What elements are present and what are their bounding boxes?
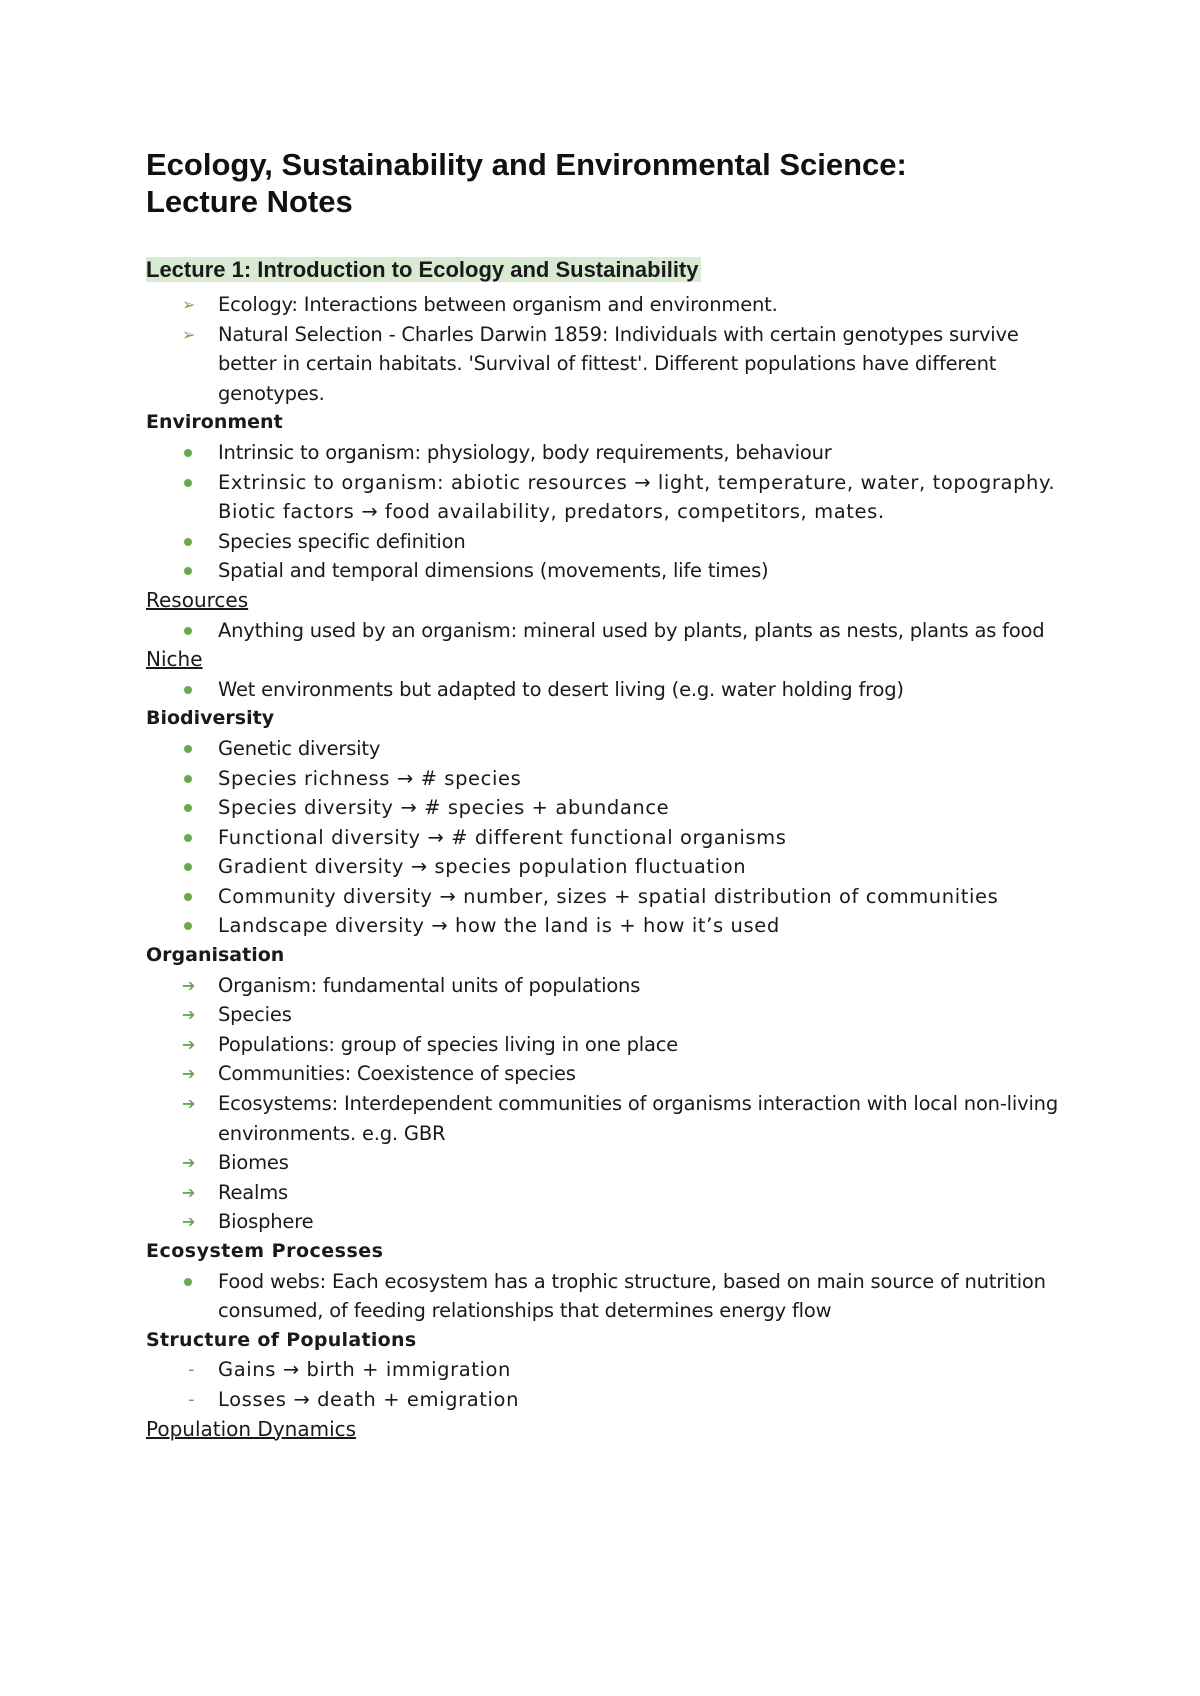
document-title — [146, 146, 1066, 220]
section-heading-biodiversity: Biodiversity — [146, 707, 275, 730]
section-heading-ecosystem-processes: Ecosystem Processes — [146, 1240, 384, 1262]
arrow-bullet-icon: ➔ — [182, 1182, 196, 1202]
list-item: - Losses → death + emigration — [146, 1385, 1066, 1415]
document-title-line-2: Lecture Notes — [146, 184, 353, 219]
organisation-list — [146, 971, 1066, 1237]
list-item: Functional diversity → # different functional organisms — [146, 823, 1066, 853]
section-heading-niche: Niche — [146, 647, 203, 672]
bullet-dot-icon — [184, 538, 192, 546]
list-item: Landscape diversity → how the land is + how it’s used — [146, 911, 1066, 941]
list-item: ➔ Species — [146, 1000, 1066, 1030]
bullet-dot-icon — [184, 863, 192, 871]
list-item: ➔ Biomes — [146, 1148, 1066, 1178]
list-item: Food webs: Each ecosystem has a trophic structure, based on main source of nutrition consumed, of feeding relationships that determines energy flow — [146, 1267, 1066, 1326]
arrow-bullet-icon: ➔ — [182, 1064, 196, 1084]
resources-list — [146, 616, 1066, 646]
list-item: Spatial and temporal dimensions (movements, life times) — [146, 556, 1066, 586]
section-heading-organisation: Organisation — [146, 944, 285, 967]
list-item: Intrinsic to organism: physiology, body requirements, behaviour — [146, 438, 1066, 468]
list-item: ➔ Biosphere — [146, 1207, 1066, 1237]
list-item: ➔ Communities: Coexistence of species — [146, 1059, 1066, 1089]
list-item: ➔ Realms — [146, 1178, 1066, 1208]
intro-list — [146, 290, 1066, 408]
list-item: ➔ Organism: fundamental units of populations — [146, 971, 1066, 1001]
lecture-heading — [146, 255, 1066, 285]
document-title-line-1: Ecology, Sustainability and Environmental Science: — [146, 147, 907, 182]
biodiversity-list — [146, 734, 1066, 941]
bullet-dot-icon — [184, 922, 192, 930]
list-item: ➢ Ecology: Interactions between organism and environment. — [146, 290, 1066, 320]
list-item: ➔ Populations: group of species living in one place — [146, 1030, 1066, 1060]
bullet-dot-icon — [184, 745, 192, 753]
arrow-bullet-icon: ➔ — [182, 975, 196, 995]
list-item: ➔ Ecosystems: Interdependent communities of organisms interaction with local non-living environments. e.g. GBR — [146, 1089, 1066, 1148]
list-item: Anything used by an organism: mineral used by plants, plants as nests, plants as food — [146, 616, 1066, 646]
arrow-bullet-icon: ➔ — [182, 1005, 196, 1025]
bullet-dot-icon — [184, 893, 192, 901]
ecosystem-processes-list — [146, 1267, 1066, 1326]
dash-bullet-icon: - — [188, 1388, 196, 1410]
bullet-dot-icon — [184, 686, 192, 694]
list-item: ➢ Natural Selection - Charles Darwin 1859: Individuals with certain genotypes survive better in certain habitats. 'Survival of fittest'. Different populations have different genotypes. — [146, 320, 1066, 409]
environment-list — [146, 438, 1066, 586]
triangle-bullet-icon: ➢ — [182, 295, 196, 314]
arrow-bullet-icon: ➔ — [182, 1212, 196, 1232]
document-page — [146, 146, 1066, 1444]
bullet-dot-icon — [184, 567, 192, 575]
arrow-bullet-icon: ➔ — [182, 1034, 196, 1054]
list-item: Wet environments but adapted to desert living (e.g. water holding frog) — [146, 675, 1066, 705]
bullet-dot-icon — [184, 804, 192, 812]
list-item: Genetic diversity — [146, 734, 1066, 764]
section-heading-resources: Resources — [146, 587, 249, 612]
list-item: Extrinsic to organism: abiotic resources → light, temperature, water, topography. Biotic factors → food availability, predators, competitors, mates. — [146, 468, 1066, 527]
section-heading-structure-of-populations: Structure of Populations — [146, 1328, 417, 1351]
list-item: - Gains → birth + immigration — [146, 1355, 1066, 1385]
bullet-dot-icon — [184, 1278, 192, 1286]
list-item: Gradient diversity → species population fluctuation — [146, 852, 1066, 882]
arrow-bullet-icon: ➔ — [182, 1094, 196, 1114]
structure-of-populations-list — [146, 1355, 1066, 1414]
bullet-dot-icon — [184, 775, 192, 783]
section-heading-population-dynamics: Population Dynamics — [146, 1416, 357, 1441]
list-item: Species richness → # species — [146, 764, 1066, 794]
lecture-heading-text: Lecture 1: Introduction to Ecology and Sustainability — [146, 257, 699, 282]
bullet-dot-icon — [184, 449, 192, 457]
bullet-dot-icon — [184, 479, 192, 487]
triangle-bullet-icon: ➢ — [182, 324, 196, 344]
dash-bullet-icon: - — [188, 1359, 196, 1381]
bullet-dot-icon — [184, 834, 192, 842]
list-item: Community diversity → number, sizes + spatial distribution of communities — [146, 882, 1066, 912]
arrow-bullet-icon: ➔ — [182, 1153, 196, 1173]
bullet-dot-icon — [184, 627, 192, 635]
list-item: Species specific definition — [146, 527, 1066, 557]
niche-list — [146, 675, 1066, 705]
section-heading-environment: Environment — [146, 411, 283, 434]
list-item: Species diversity → # species + abundance — [146, 793, 1066, 823]
